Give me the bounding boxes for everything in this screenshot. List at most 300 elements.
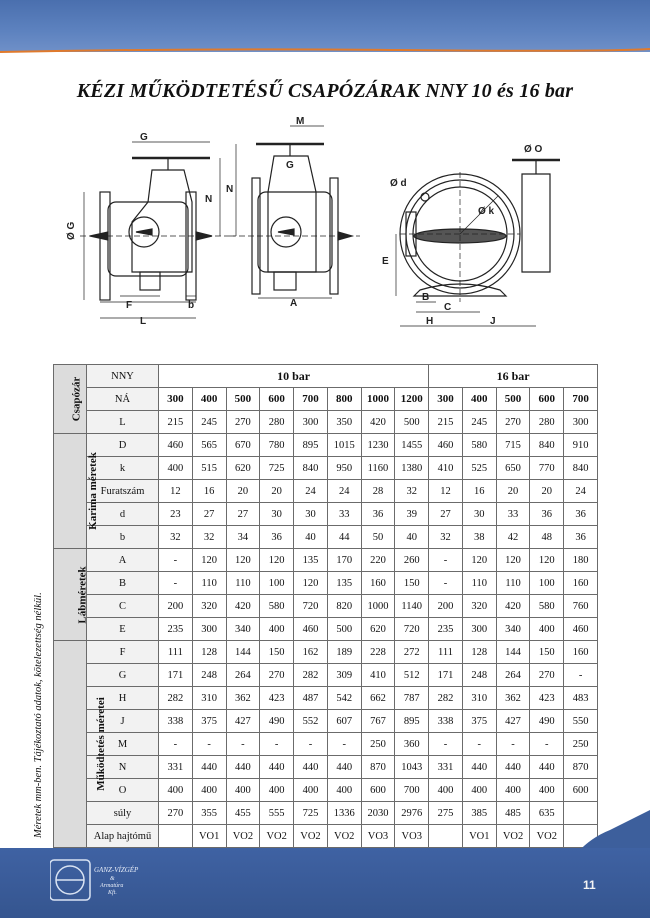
row-label-cell: C: [87, 595, 159, 618]
value-cell: 171: [159, 664, 193, 687]
value-cell: VO2: [327, 825, 361, 848]
value-cell: 662: [361, 687, 395, 710]
value-cell: 120: [260, 549, 294, 572]
value-cell: 36: [361, 503, 395, 526]
svg-text:F: F: [126, 300, 133, 311]
value-cell: 310: [192, 687, 226, 710]
value-cell: 400: [192, 779, 226, 802]
svg-text:b: b: [188, 300, 195, 311]
value-cell: 1140: [395, 595, 429, 618]
table-row: [54, 641, 598, 664]
value-cell: 400: [530, 618, 564, 641]
value-cell: 870: [361, 756, 395, 779]
value-cell: -: [327, 733, 361, 756]
value-cell: VO2: [530, 825, 564, 848]
value-cell: 144: [496, 641, 530, 664]
nny-label-cell: NNY: [87, 365, 159, 388]
value-cell: 487: [294, 687, 328, 710]
value-cell: 300: [192, 618, 226, 641]
value-cell: 555: [260, 802, 294, 825]
value-cell: 150: [260, 641, 294, 664]
value-cell: 485: [496, 802, 530, 825]
value-cell: 270: [226, 411, 260, 434]
value-cell: 400: [462, 779, 496, 802]
page-number: 11: [583, 878, 596, 892]
value-cell: -: [192, 733, 226, 756]
value-cell: 512: [395, 664, 429, 687]
value-cell: 490: [260, 710, 294, 733]
header-accent-line: [0, 46, 650, 56]
value-cell: 44: [327, 526, 361, 549]
value-cell: VO2: [496, 825, 530, 848]
svg-text:Ø k: Ø k: [478, 206, 495, 217]
value-cell: 248: [192, 664, 226, 687]
svg-text:Ø O: Ø O: [524, 144, 543, 155]
value-cell: 20: [226, 480, 260, 503]
value-cell: 400: [429, 779, 463, 802]
row-label-cell: G: [87, 664, 159, 687]
value-cell: 440: [327, 756, 361, 779]
row-label-cell: H: [87, 687, 159, 710]
value-cell: 460: [294, 618, 328, 641]
value-cell: 120: [496, 549, 530, 572]
value-cell: 440: [294, 756, 328, 779]
value-cell: 362: [496, 687, 530, 710]
value-cell: 483: [564, 687, 598, 710]
na-10-cell: 700: [294, 388, 328, 411]
table-row: [54, 549, 598, 572]
value-cell: 36: [564, 526, 598, 549]
value-cell: 128: [462, 641, 496, 664]
value-cell: 282: [429, 687, 463, 710]
na-16-cell: 400: [462, 388, 496, 411]
value-cell: 160: [361, 572, 395, 595]
value-cell: -: [159, 549, 193, 572]
value-cell: 895: [395, 710, 429, 733]
value-cell: 40: [395, 526, 429, 549]
value-cell: 120: [294, 572, 328, 595]
value-cell: [159, 825, 193, 848]
group-label: Karima méretek: [86, 452, 99, 530]
row-label-cell: O: [87, 779, 159, 802]
value-cell: 410: [361, 664, 395, 687]
value-cell: 48: [530, 526, 564, 549]
value-cell: 228: [361, 641, 395, 664]
value-cell: 24: [327, 480, 361, 503]
value-cell: 600: [564, 779, 598, 802]
value-cell: 12: [159, 480, 193, 503]
value-cell: VO2: [294, 825, 328, 848]
svg-text:M: M: [296, 116, 305, 127]
na-16-cell: 600: [530, 388, 564, 411]
value-cell: 150: [395, 572, 429, 595]
value-cell: 840: [564, 457, 598, 480]
row-label-cell: M: [87, 733, 159, 756]
svg-text:Kft.: Kft.: [108, 890, 117, 896]
value-cell: 320: [192, 595, 226, 618]
front-view-drawing: [66, 132, 235, 327]
value-cell: 460: [429, 434, 463, 457]
group-label: Csapózár: [70, 376, 83, 422]
table-row: [54, 434, 598, 457]
value-cell: 160: [564, 641, 598, 664]
value-cell: 280: [260, 411, 294, 434]
table-row: [54, 480, 598, 503]
value-cell: 28: [361, 480, 395, 503]
value-cell: 33: [327, 503, 361, 526]
value-cell: 410: [429, 457, 463, 480]
value-cell: 16: [462, 480, 496, 503]
value-cell: 32: [429, 526, 463, 549]
value-cell: 500: [395, 411, 429, 434]
row-label-cell: J: [87, 710, 159, 733]
value-cell: 250: [564, 733, 598, 756]
table-row: [54, 572, 598, 595]
value-cell: 320: [462, 595, 496, 618]
value-cell: 600: [361, 779, 395, 802]
value-cell: 120: [462, 549, 496, 572]
row-label-cell: d: [87, 503, 159, 526]
value-cell: 400: [530, 779, 564, 802]
value-cell: 282: [294, 664, 328, 687]
value-cell: 440: [496, 756, 530, 779]
value-cell: 260: [395, 549, 429, 572]
value-cell: 110: [192, 572, 226, 595]
value-cell: 135: [327, 572, 361, 595]
value-cell: 32: [159, 526, 193, 549]
svg-text:N: N: [226, 184, 234, 195]
value-cell: 767: [361, 710, 395, 733]
na-16-cell: 300: [429, 388, 463, 411]
na-10-cell: 300: [159, 388, 193, 411]
value-cell: 423: [530, 687, 564, 710]
value-cell: [429, 825, 463, 848]
value-cell: 128: [192, 641, 226, 664]
row-label-cell: N: [87, 756, 159, 779]
value-cell: 50: [361, 526, 395, 549]
na-10-cell: 400: [192, 388, 226, 411]
value-cell: 580: [530, 595, 564, 618]
svg-text:A: A: [290, 298, 298, 309]
value-cell: 36: [530, 503, 564, 526]
value-cell: 24: [294, 480, 328, 503]
table-row: [54, 664, 598, 687]
value-cell: 350: [327, 411, 361, 434]
value-cell: 200: [429, 595, 463, 618]
value-cell: 720: [395, 618, 429, 641]
table-row: [54, 802, 598, 825]
value-cell: 760: [564, 595, 598, 618]
header-band: [0, 0, 650, 52]
value-cell: 215: [429, 411, 463, 434]
table-row: [54, 710, 598, 733]
row-label-cell: L: [87, 411, 159, 434]
value-cell: 1043: [395, 756, 429, 779]
value-cell: 331: [159, 756, 193, 779]
value-cell: 310: [462, 687, 496, 710]
row-label-cell: b: [87, 526, 159, 549]
value-cell: -: [260, 733, 294, 756]
value-cell: -: [429, 572, 463, 595]
value-cell: 400: [226, 779, 260, 802]
row-label-cell: súly: [87, 802, 159, 825]
value-cell: 420: [496, 595, 530, 618]
value-cell: 780: [260, 434, 294, 457]
value-cell: 820: [327, 595, 361, 618]
value-cell: 331: [429, 756, 463, 779]
row-label-cell: Furatszám: [87, 480, 159, 503]
value-cell: 110: [462, 572, 496, 595]
value-cell: 300: [294, 411, 328, 434]
value-cell: 400: [159, 457, 193, 480]
svg-text:GANZ-VÍZGÉP: GANZ-VÍZGÉP: [94, 866, 139, 874]
value-cell: 120: [192, 549, 226, 572]
value-cell: 375: [192, 710, 226, 733]
value-cell: 27: [429, 503, 463, 526]
value-cell: 500: [327, 618, 361, 641]
value-cell: 36: [260, 526, 294, 549]
value-cell: 30: [260, 503, 294, 526]
value-cell: 725: [294, 802, 328, 825]
group-label-cell: [54, 549, 87, 641]
group-label-cell: [54, 434, 99, 549]
value-cell: 525: [462, 457, 496, 480]
value-cell: 455: [226, 802, 260, 825]
value-cell: 427: [496, 710, 530, 733]
value-cell: 245: [192, 411, 226, 434]
page-title: KÉZI MŰKÖDTETÉSŰ CSAPÓZÁRAK NNY 10 és 16 bar: [76, 80, 574, 102]
value-cell: 270: [496, 411, 530, 434]
value-cell: 420: [361, 411, 395, 434]
value-cell: 42: [496, 526, 530, 549]
value-cell: 275: [429, 802, 463, 825]
svg-text:N: N: [205, 194, 213, 205]
value-cell: 400: [260, 779, 294, 802]
value-cell: 12: [429, 480, 463, 503]
na-10-cell: 1200: [395, 388, 429, 411]
value-cell: 20: [260, 480, 294, 503]
value-cell: 440: [192, 756, 226, 779]
value-cell: 870: [564, 756, 598, 779]
value-cell: 38: [462, 526, 496, 549]
table-row: [54, 411, 598, 434]
group-label: Lábméretek: [76, 565, 89, 624]
value-cell: 24: [564, 480, 598, 503]
value-cell: -: [159, 733, 193, 756]
value-cell: 111: [429, 641, 463, 664]
table-header-row-1: [54, 365, 598, 388]
value-cell: 30: [294, 503, 328, 526]
value-cell: 111: [159, 641, 193, 664]
table-row: [54, 457, 598, 480]
value-cell: 580: [462, 434, 496, 457]
value-cell: 552: [294, 710, 328, 733]
value-cell: 910: [564, 434, 598, 457]
na-16-cell: 700: [564, 388, 598, 411]
value-cell: 272: [395, 641, 429, 664]
value-cell: 309: [327, 664, 361, 687]
table-row: [54, 756, 598, 779]
value-cell: 27: [226, 503, 260, 526]
value-cell: 235: [429, 618, 463, 641]
value-cell: 100: [260, 572, 294, 595]
value-cell: VO3: [361, 825, 395, 848]
value-cell: 950: [327, 457, 361, 480]
row-label-cell: Alap hajtómű: [87, 825, 159, 848]
value-cell: 189: [327, 641, 361, 664]
company-logo: [50, 856, 170, 906]
svg-text:G: G: [286, 160, 294, 171]
value-cell: 400: [294, 779, 328, 802]
value-cell: 515: [192, 457, 226, 480]
value-cell: 338: [429, 710, 463, 733]
value-cell: 120: [530, 549, 564, 572]
value-cell: 1380: [395, 457, 429, 480]
value-cell: 460: [564, 618, 598, 641]
value-cell: -: [429, 549, 463, 572]
value-cell: 440: [226, 756, 260, 779]
value-cell: 171: [429, 664, 463, 687]
value-cell: -: [429, 733, 463, 756]
value-cell: 300: [564, 411, 598, 434]
table-header-row-na: [54, 388, 598, 411]
value-cell: 542: [327, 687, 361, 710]
value-cell: 2976: [395, 802, 429, 825]
row-label-cell: B: [87, 572, 159, 595]
value-cell: 40: [294, 526, 328, 549]
row-label-cell: A: [87, 549, 159, 572]
value-cell: VO3: [395, 825, 429, 848]
value-cell: 245: [462, 411, 496, 434]
value-cell: 440: [530, 756, 564, 779]
svg-text:L: L: [140, 316, 147, 327]
value-cell: 215: [159, 411, 193, 434]
value-cell: -: [226, 733, 260, 756]
value-cell: -: [159, 572, 193, 595]
value-cell: 23: [159, 503, 193, 526]
svg-text:&: &: [110, 876, 115, 882]
value-cell: 20: [496, 480, 530, 503]
svg-text:J: J: [490, 316, 496, 327]
value-cell: 120: [226, 549, 260, 572]
value-cell: 33: [496, 503, 530, 526]
table-row: [54, 687, 598, 710]
value-cell: 385: [462, 802, 496, 825]
value-cell: 607: [327, 710, 361, 733]
value-cell: 282: [159, 687, 193, 710]
value-cell: 170: [327, 549, 361, 572]
value-cell: 427: [226, 710, 260, 733]
value-cell: 144: [226, 641, 260, 664]
value-cell: 2030: [361, 802, 395, 825]
value-cell: 362: [226, 687, 260, 710]
value-cell: 340: [226, 618, 260, 641]
svg-text:Ø G: Ø G: [66, 221, 77, 240]
value-cell: -: [564, 664, 598, 687]
value-cell: 180: [564, 549, 598, 572]
svg-text:E: E: [382, 256, 389, 267]
value-cell: 100: [530, 572, 564, 595]
value-cell: 32: [192, 526, 226, 549]
value-cell: 400: [159, 779, 193, 802]
table-row: [54, 825, 598, 848]
value-cell: 34: [226, 526, 260, 549]
value-cell: 270: [159, 802, 193, 825]
value-cell: 150: [530, 641, 564, 664]
value-cell: 490: [530, 710, 564, 733]
value-cell: 1230: [361, 434, 395, 457]
value-cell: 280: [530, 411, 564, 434]
na-10-cell: 500: [226, 388, 260, 411]
value-cell: 770: [530, 457, 564, 480]
svg-text:Ø d: Ø d: [390, 178, 407, 189]
group-label-cell: [54, 641, 107, 848]
na-16-cell: 500: [496, 388, 530, 411]
value-cell: 340: [496, 618, 530, 641]
value-cell: 300: [462, 618, 496, 641]
value-cell: -: [496, 733, 530, 756]
group-label-cell: [54, 365, 87, 434]
value-cell: 36: [564, 503, 598, 526]
value-cell: 338: [159, 710, 193, 733]
value-cell: -: [462, 733, 496, 756]
value-cell: 580: [260, 595, 294, 618]
value-cell: 20: [530, 480, 564, 503]
value-cell: 550: [564, 710, 598, 733]
table-row: [54, 733, 598, 756]
table-row: [54, 595, 598, 618]
value-cell: 400: [327, 779, 361, 802]
svg-text:H: H: [426, 316, 434, 327]
value-cell: 375: [462, 710, 496, 733]
na-10-cell: 800: [327, 388, 361, 411]
row-label-cell: D: [87, 434, 159, 457]
table-row: [54, 526, 598, 549]
svg-text:B: B: [422, 292, 430, 303]
row-label-cell: E: [87, 618, 159, 641]
value-cell: 635: [530, 802, 564, 825]
value-cell: 39: [395, 503, 429, 526]
value-cell: 650: [496, 457, 530, 480]
value-cell: 720: [294, 595, 328, 618]
value-cell: -: [530, 733, 564, 756]
value-cell: 715: [496, 434, 530, 457]
table-row: [54, 503, 598, 526]
value-cell: 32: [395, 480, 429, 503]
table-row: [54, 618, 598, 641]
value-cell: 110: [496, 572, 530, 595]
value-cell: 895: [294, 434, 328, 457]
svg-text:Armatúra: Armatúra: [100, 883, 124, 889]
value-cell: 248: [462, 664, 496, 687]
bar10-header: 10 bar: [159, 365, 429, 388]
value-cell: 1336: [327, 802, 361, 825]
value-cell: 360: [395, 733, 429, 756]
value-cell: 235: [159, 618, 193, 641]
value-cell: 565: [192, 434, 226, 457]
group-label: Működtetés méretei: [94, 697, 107, 791]
value-cell: 264: [226, 664, 260, 687]
value-cell: 220: [361, 549, 395, 572]
na-10-cell: 1000: [361, 388, 395, 411]
value-cell: 270: [530, 664, 564, 687]
side-view-drawing: [226, 116, 360, 309]
value-cell: 620: [226, 457, 260, 480]
row-label-cell: k: [87, 457, 159, 480]
value-cell: 420: [226, 595, 260, 618]
na-label-cell: NÁ: [87, 388, 159, 411]
value-cell: 16: [192, 480, 226, 503]
